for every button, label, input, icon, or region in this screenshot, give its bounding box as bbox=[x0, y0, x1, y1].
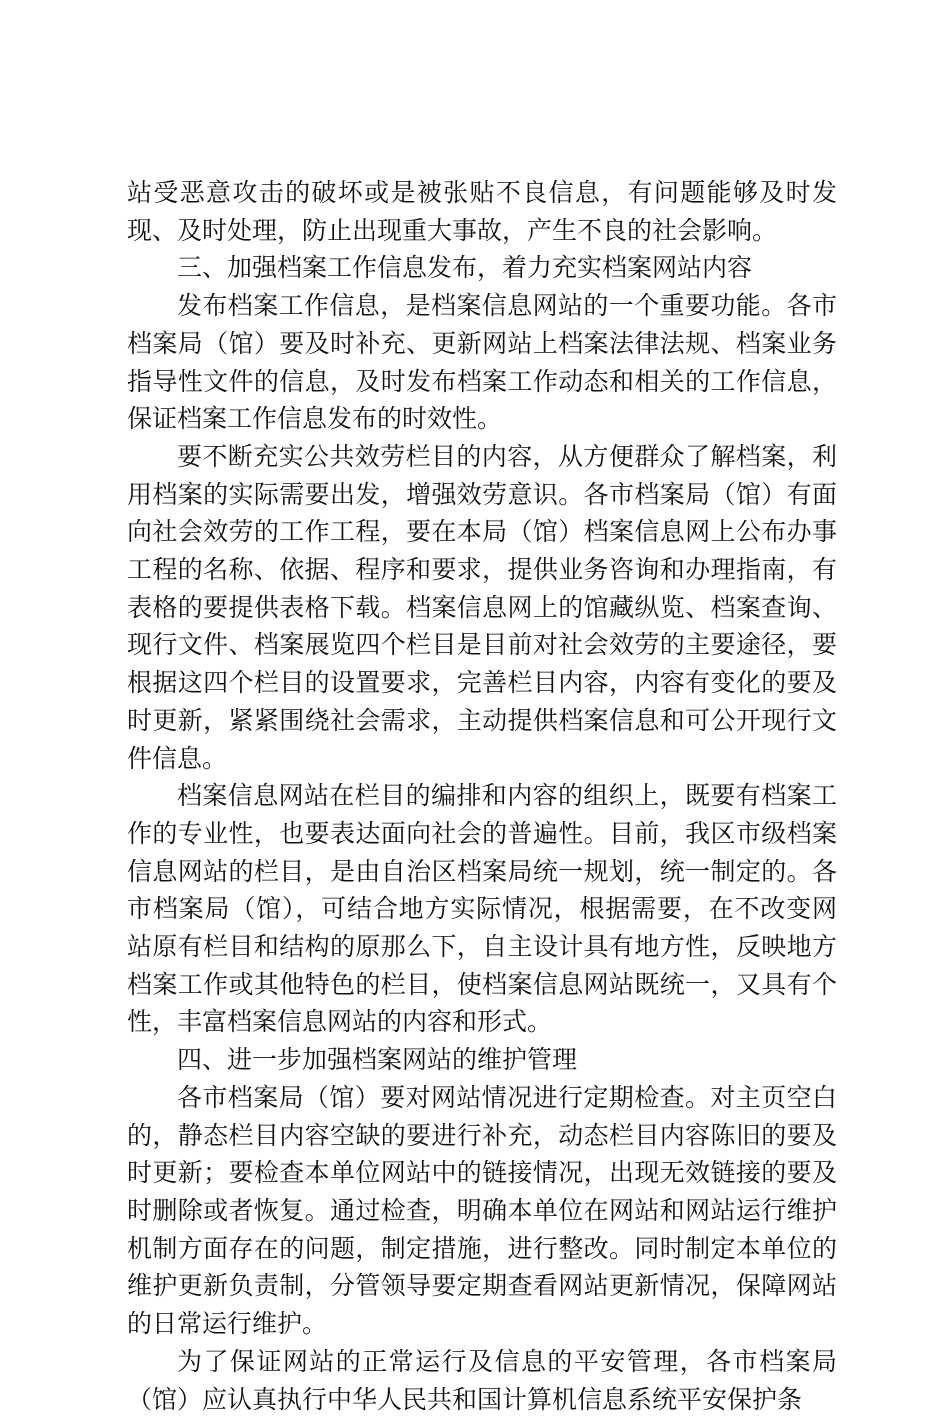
section-heading-3: 三、加强档案工作信息发布，着力充实档案网站内容 bbox=[177, 253, 753, 283]
paragraph: 发布档案工作信息，是档案信息网站的一个重要功能。各市档案局（馆）要及时补充、更新网站上档案法律法规、档案业务指导性文件的信息，及时发布档案工作动态和相关的工作信息，保证档案工作信息发布的时效性。 bbox=[127, 291, 837, 434]
document-body bbox=[127, 174, 837, 1418]
paragraph: 档案信息网站在栏目的编排和内容的组织上，既要有档案工作的专业性，也要表达面向社会的普遍性。目前，我区市级档案信息网站的栏目，是由自治区档案局统一规划，统一制定的。各市档案局（馆），可结合地方实际情况，根据需要，在不改变网站原有栏目和结构的原那么下，自主设计具有地方性，反映地方档案工作或其他特色的栏目，使档案信息网站既统一，又具有个性，丰富档案信息网站的内容和形式。 bbox=[127, 781, 837, 1037]
paragraph: 各市档案局（馆）要对网站情况进行定期检查。对主页空白的，静态栏目内容空缺的要进行补充，动态栏目内容陈旧的要及时更新；要检查本单位网站中的链接情况，出现无效链接的要及时删除或者恢复。通过检查，明确本单位在网站和网站运行维护机制方面存在的问题，制定措施，进行整改。同时制定本单位的维护更新负责制，分管领导要定期查看网站更新情况，保障网站的日常运行维护。 bbox=[127, 1082, 837, 1339]
section-heading-4: 四、进一步加强档案网站的维护管理 bbox=[177, 1045, 578, 1075]
paragraph-continuation: 站受恶意攻击的破坏或是被张贴不良信息，有问题能够及时发现、及时处理，防止出现重大事故，产生不良的社会影响。 bbox=[127, 178, 837, 245]
paragraph: 为了保证网站的正常运行及信息的平安管理，各市档案局（馆）应认真执行中华人民共和国计算机信息系统平安保护条 bbox=[127, 1346, 837, 1414]
paragraph: 要不断充实公共效劳栏目的内容，从方便群众了解档案，利用档案的实际需要出发，增强效劳意识。各市档案局（馆）有面向社会效劳的工作工程，要在本局（馆）档案信息网上公布办事工程的名称、依据、程序和要求，提供业务咨询和办理指南，有表格的要提供表格下载。档案信息网上的馆藏纵览、档案查询、现行文件、档案展览四个栏目是目前对社会效劳的主要途径，要根据这四个栏目的设置要求，完善栏目内容，内容有变化的要及时更新，紧紧围绕社会需求，主动提供档案信息和可公开现行文件信息。 bbox=[127, 441, 837, 773]
